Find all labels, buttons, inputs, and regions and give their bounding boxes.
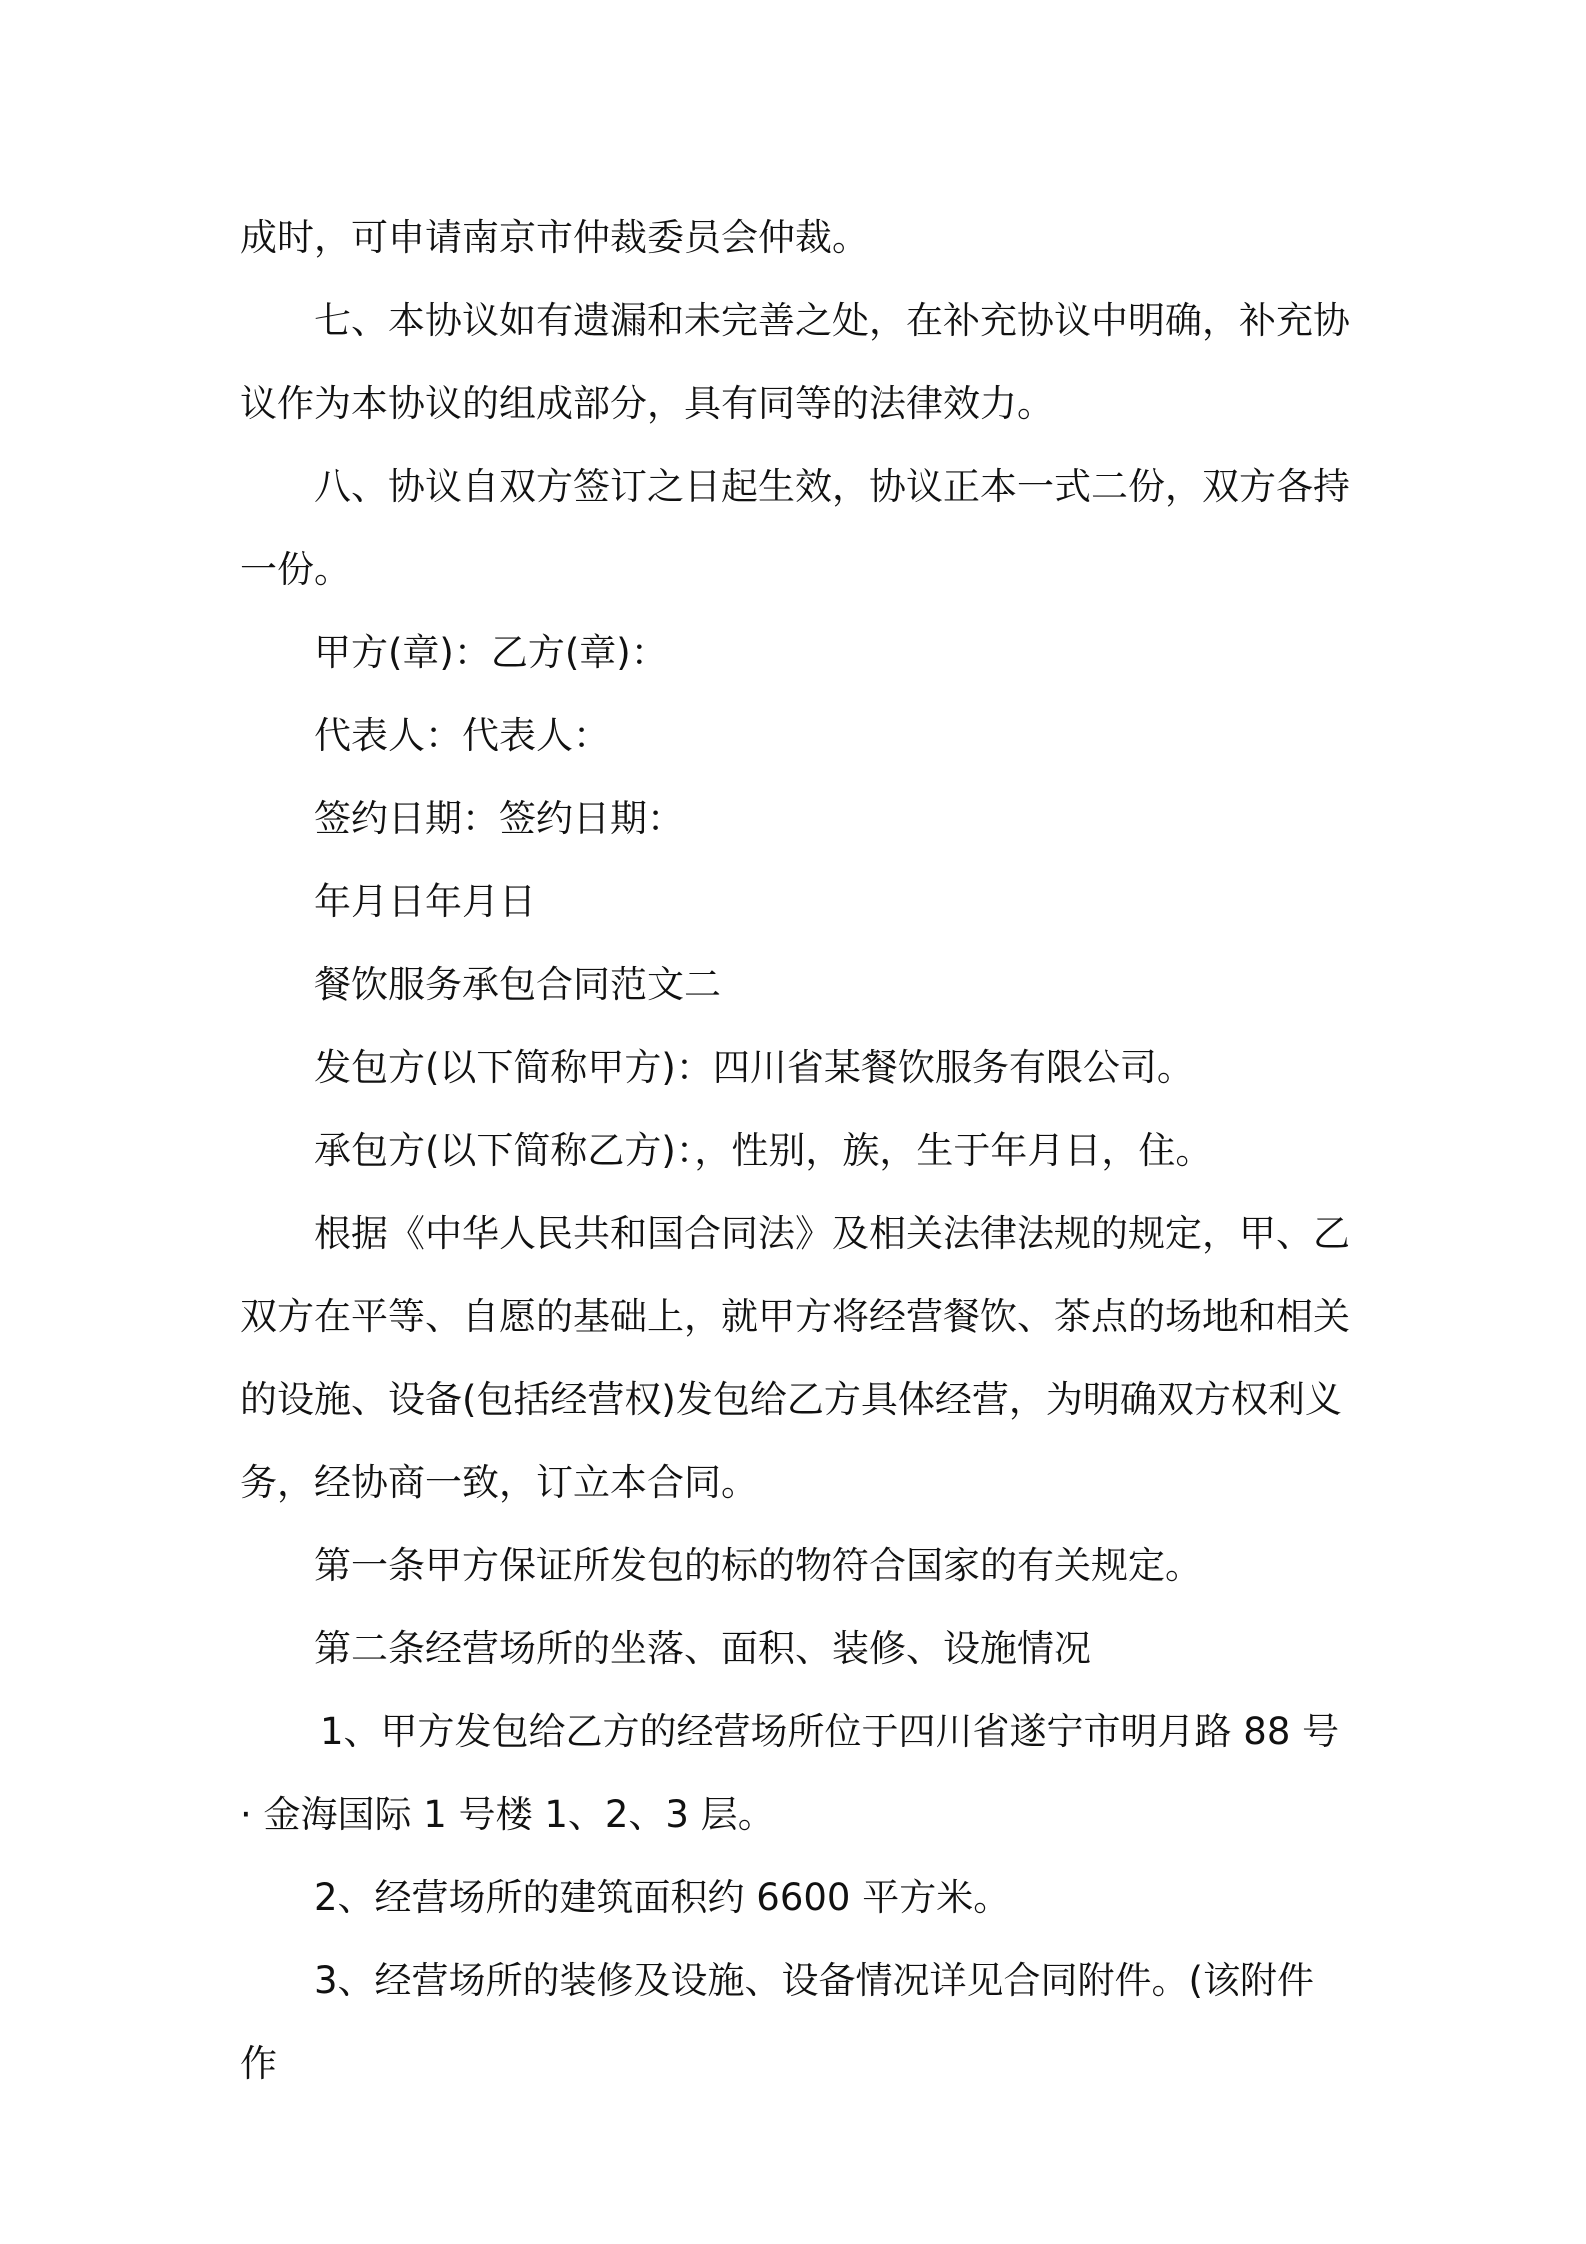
paragraph-article-7: 七、本协议如有遗漏和未完善之处，在补充协议中明确，补充协议作为本协议的组成部分，具有同等的法律效力。 bbox=[240, 299, 1350, 425]
party-b-line: 承包方(以下简称乙方)：，性别，族，生于年月日，住。 bbox=[314, 1129, 1213, 1172]
signature-date-label-line: 签约日期：签约日期： bbox=[314, 797, 684, 840]
signature-representative-line: 代表人：代表人： bbox=[314, 714, 610, 757]
party-a-line: 发包方(以下简称甲方)：四川省某餐饮服务有限公司。 bbox=[314, 1046, 1194, 1089]
paragraph-article-2-heading: 第二条经营场所的坐落、面积、装修、设施情况 bbox=[314, 1627, 1091, 1670]
paragraph-item-3-facilities: 3、经营场所的装修及设施、设备情况详见合同附件。(该附件作 bbox=[240, 1959, 1314, 2085]
section-title-sample-two: 餐饮服务承包合同范文二 bbox=[314, 963, 721, 1006]
signature-seal-line: 甲方(章)：乙方(章)： bbox=[314, 631, 668, 674]
paragraph-arbitration-continued: 成时，可申请南京市仲裁委员会仲裁。 bbox=[240, 216, 869, 259]
paragraph-article-8: 八、协议自双方签订之日起生效，协议正本一式二份，双方各持一份。 bbox=[240, 465, 1350, 591]
document-body bbox=[240, 196, 1350, 2105]
signature-date-line: 年月日年月日 bbox=[314, 880, 536, 923]
paragraph-article-1: 第一条甲方保证所发包的标的物符合国家的有关规定。 bbox=[314, 1544, 1202, 1587]
paragraph-preamble: 根据《中华人民共和国合同法》及相关法律法规的规定，甲、乙双方在平等、自愿的基础上，就甲方将经营餐饮、茶点的场地和相关的设施、设备(包括经营权)发包给乙方具体经营，为明确双方权利义务，经协商一致，订立本合同。 bbox=[240, 1212, 1350, 1504]
paragraph-item-2-area: 2、经营场所的建筑面积约 6600 平方米。 bbox=[314, 1876, 1011, 1919]
paragraph-item-1-location: 1、甲方发包给乙方的经营场所位于四川省遂宁市明月路 88 号· 金海国际 1 号楼 1、2、3 层。 bbox=[240, 1710, 1340, 1836]
